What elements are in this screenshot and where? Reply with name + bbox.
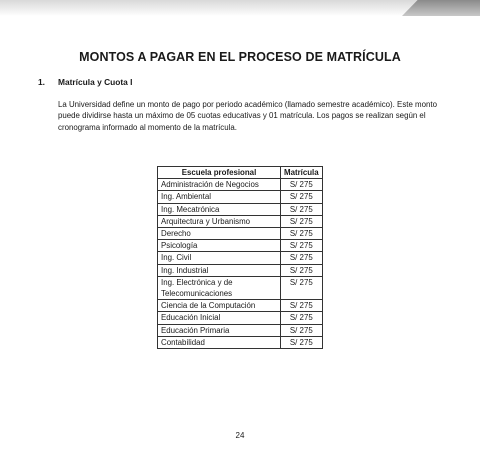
table-row	[158, 264, 323, 276]
fee-cell: S/ 275	[281, 336, 323, 348]
fee-cell: S/ 275	[281, 276, 323, 299]
section-heading	[38, 77, 132, 87]
fee-cell: S/ 275	[281, 252, 323, 264]
school-cell: Ing. Mecatrónica	[158, 203, 281, 215]
column-header-school: Escuela profesional	[158, 167, 281, 179]
table-row	[158, 179, 323, 191]
fee-cell: S/ 275	[281, 179, 323, 191]
fee-cell: S/ 275	[281, 324, 323, 336]
fee-cell: S/ 275	[281, 228, 323, 240]
table-row	[158, 336, 323, 348]
table-row	[158, 240, 323, 252]
school-cell: Ing. Ambiental	[158, 191, 281, 203]
table-row	[158, 276, 323, 299]
table-row	[158, 312, 323, 324]
fee-cell: S/ 275	[281, 203, 323, 215]
table-row	[158, 252, 323, 264]
page-number: 24	[235, 431, 245, 440]
table-row	[158, 300, 323, 312]
column-header-fee: Matrícula	[281, 167, 323, 179]
school-cell: Ing. Electrónica y de Telecomunicaciones	[158, 276, 281, 299]
body-paragraph: La Universidad define un monto de pago por periodo académico (llamado semestre académico). Este monto puede dividirse hasta un máximo de 05 cuotas educativas y 01 matrícula. Los pagos se realizan según el cronograma informado al momento de la matrícula.	[58, 100, 437, 132]
fee-cell: S/ 275	[281, 240, 323, 252]
table-header-row	[158, 167, 323, 179]
school-cell: Ing. Industrial	[158, 264, 281, 276]
school-cell: Educación Inicial	[158, 312, 281, 324]
table-row	[158, 215, 323, 227]
school-cell: Contabilidad	[158, 336, 281, 348]
table-row	[158, 324, 323, 336]
page-title: MONTOS A PAGAR EN EL PROCESO DE MATRÍCULA	[79, 50, 401, 64]
school-cell: Ing. Civil	[158, 252, 281, 264]
fee-cell: S/ 275	[281, 312, 323, 324]
school-cell: Derecho	[158, 228, 281, 240]
section-number: 1.	[38, 77, 45, 87]
school-cell: Arquitectura y Urbanismo	[158, 215, 281, 227]
fee-cell: S/ 275	[281, 300, 323, 312]
table-row	[158, 191, 323, 203]
fees-table	[157, 166, 323, 349]
table-row	[158, 228, 323, 240]
section-title: Matrícula y Cuota I	[58, 77, 133, 87]
school-cell: Psicología	[158, 240, 281, 252]
fee-cell: S/ 275	[281, 191, 323, 203]
fee-cell: S/ 275	[281, 264, 323, 276]
school-cell: Ciencia de la Computación	[158, 300, 281, 312]
school-cell: Educación Primaria	[158, 324, 281, 336]
school-cell: Administración de Negocios	[158, 179, 281, 191]
fee-cell: S/ 275	[281, 215, 323, 227]
table-row	[158, 203, 323, 215]
